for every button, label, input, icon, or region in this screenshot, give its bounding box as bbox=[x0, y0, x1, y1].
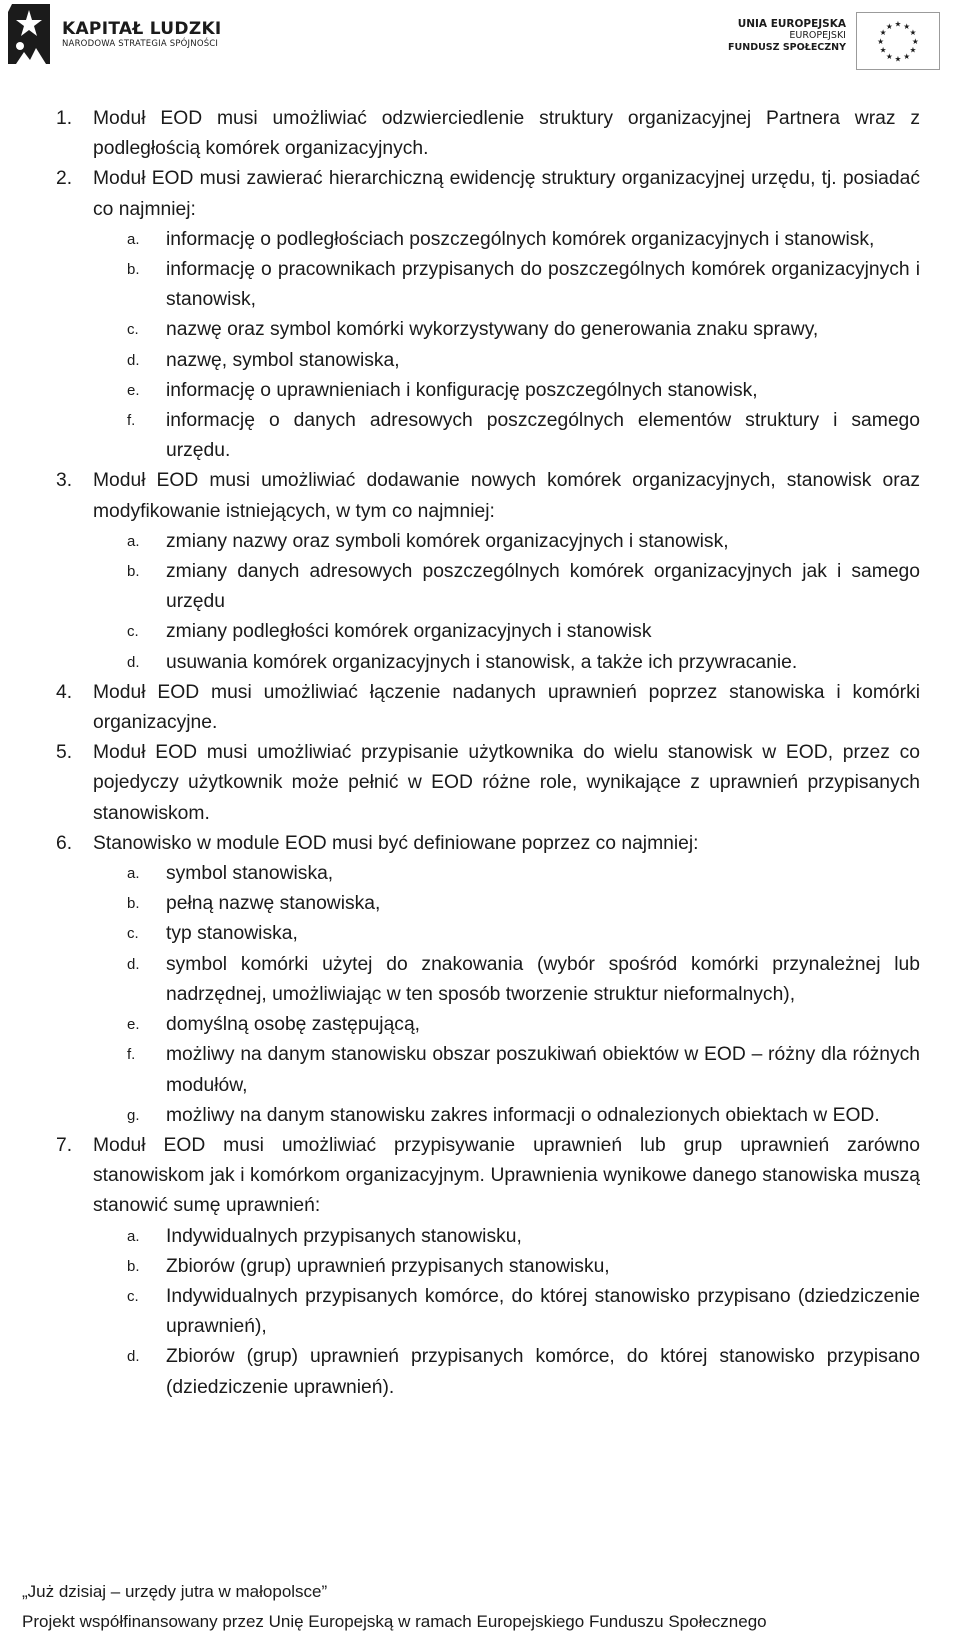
sub-letter: c. bbox=[127, 1287, 139, 1305]
svg-text:★: ★ bbox=[885, 21, 893, 31]
eu-logo bbox=[728, 12, 940, 70]
svg-text:★: ★ bbox=[885, 51, 893, 61]
sub-text: domyślną osobę zastępującą, bbox=[166, 1014, 421, 1036]
sub-letter: b. bbox=[127, 563, 140, 581]
sub-text: nazwę oraz symbol komórki wykorzystywany do generowania znaku sprawy, bbox=[166, 319, 819, 341]
item-number: 6. bbox=[56, 832, 73, 854]
svg-text:★: ★ bbox=[909, 45, 917, 55]
svg-text:★: ★ bbox=[903, 51, 911, 61]
sub-text: zmiany podległości komórek organizacyjnych i stanowisk bbox=[166, 621, 652, 643]
requirements-list bbox=[0, 104, 960, 1403]
sub-text: możliwy na danym stanowisku obszar poszukiwań obiektów w EOD – różny dla różnych modułów, bbox=[166, 1044, 920, 1096]
sub-item bbox=[0, 950, 960, 1010]
sub-text: Indywidualnych przypisanych stanowisku, bbox=[166, 1225, 522, 1247]
item-number: 1. bbox=[56, 108, 73, 129]
list-item bbox=[0, 829, 960, 859]
sub-letter: a. bbox=[127, 230, 140, 248]
page-header bbox=[0, 0, 960, 80]
list-item bbox=[0, 1131, 960, 1222]
sub-text: zmiany nazwy oraz symboli komórek organizacyjnych i stanowisk, bbox=[166, 530, 729, 552]
sub-text: typ stanowiska, bbox=[166, 923, 298, 945]
item-number: 4. bbox=[56, 681, 73, 703]
sub-item bbox=[0, 859, 960, 889]
sub-letter: d. bbox=[127, 955, 140, 973]
item-text: Moduł EOD musi umożliwiać odzwierciedlenie struktury organizacyjnej Partnera wraz z podległością komórek organizacyjnych. bbox=[93, 108, 920, 160]
eu-flag-icon bbox=[856, 12, 940, 70]
sub-item bbox=[0, 255, 960, 315]
item-text: Stanowisko w module EOD musi być definiowane poprzez co najmniej: bbox=[93, 832, 699, 854]
sub-letter: c. bbox=[127, 925, 139, 943]
kapital-ludzki-logo bbox=[6, 2, 222, 66]
item-number: 3. bbox=[56, 470, 73, 492]
item-text: Moduł EOD musi zawierać hierarchiczną ewidencję struktury organizacyjnej urzędu, tj. posiadać co najmniej: bbox=[93, 168, 920, 220]
sub-item bbox=[0, 648, 960, 678]
eu-line-1: UNIA EUROPEJSKA bbox=[737, 18, 846, 30]
list-item bbox=[0, 104, 960, 164]
sub-letter: f. bbox=[127, 1046, 136, 1064]
kapital-ludzki-emblem-icon bbox=[6, 2, 52, 66]
item-text: Moduł EOD musi umożliwiać łączenie nadanych uprawnień poprzez stanowiska i komórki organizacyjne. bbox=[93, 681, 920, 734]
sub-text: informację o podległościach poszczególnych komórek organizacyjnych i stanowisk, bbox=[166, 228, 875, 250]
sub-item bbox=[0, 225, 960, 255]
sub-item bbox=[0, 406, 960, 466]
sub-text: symbol stanowiska, bbox=[166, 863, 334, 885]
sub-text: informację o uprawnieniach i konfigurację poszczególnych stanowisk, bbox=[166, 379, 758, 401]
sub-letter: f. bbox=[127, 412, 136, 430]
sub-letter: d. bbox=[127, 351, 140, 369]
item-text: Moduł EOD musi umożliwiać przypisanie użytkownika do wielu stanowisk w EOD, przez co pojedyczy użytkownik może pełnić w EOD różne role, wynikające z uprawnień przypisanych stanowiskom. bbox=[93, 742, 920, 824]
sub-text: symbol komórki użytej do znakowania (wybór spośród komórki przynależnej lub nadrzędnej, umożliwiając w ten sposób tworzenie struktur nieformalnych), bbox=[166, 953, 920, 1005]
sub-letter: a. bbox=[127, 1227, 140, 1245]
sub-item bbox=[0, 1101, 960, 1131]
sub-letter: a. bbox=[127, 865, 140, 883]
sub-text: informację o danych adresowych poszczególnych elementów struktury i samego urzędu. bbox=[166, 410, 920, 462]
sub-letter: a. bbox=[127, 532, 140, 550]
sub-text: informację o pracownikach przypisanych do poszczególnych komórek organizacyjnych i stanowisk, bbox=[166, 259, 920, 311]
sub-letter: c. bbox=[127, 623, 139, 641]
sub-item bbox=[0, 1010, 960, 1040]
logo-subtitle: NARODOWA STRATEGIA SPÓJNOŚCI bbox=[62, 38, 219, 49]
sub-item bbox=[0, 1252, 960, 1282]
item-text: Moduł EOD musi umożliwiać dodawanie nowych komórek organizacyjnych, stanowisk oraz modyfikowanie istniejących, w tym co najmniej: bbox=[93, 470, 920, 522]
footer-slogan: „Już dzisiaj – urzędy jutra w małopolsce” bbox=[22, 1582, 328, 1601]
sub-text: usuwania komórek organizacyjnych i stanowisk, a także ich przywracanie. bbox=[166, 651, 798, 673]
svg-text:★: ★ bbox=[909, 28, 917, 38]
sub-text: nazwę, symbol stanowiska, bbox=[166, 349, 400, 371]
eu-line-2: EUROPEJSKI bbox=[789, 30, 846, 41]
sub-item bbox=[0, 315, 960, 345]
item-number: 7. bbox=[56, 1134, 73, 1156]
list-item bbox=[0, 466, 960, 526]
sub-letter: e. bbox=[127, 381, 140, 399]
sub-letter: d. bbox=[127, 653, 140, 671]
sub-item bbox=[0, 527, 960, 557]
footer-funding-note: Projekt współfinansowany przez Unię Europejską w ramach Europejskiego Funduszu Społecznego bbox=[22, 1612, 767, 1631]
sub-letter: b. bbox=[127, 1257, 140, 1275]
sub-item bbox=[0, 919, 960, 949]
sub-item bbox=[0, 617, 960, 647]
sub-letter: g. bbox=[127, 1106, 140, 1124]
sub-text: możliwy na danym stanowisku zakres informacji o odnalezionych obiektach w EOD. bbox=[166, 1104, 880, 1126]
svg-text:★: ★ bbox=[879, 28, 887, 38]
item-text: Moduł EOD musi umożliwiać przypisywanie uprawnień lub grup uprawnień zarówno stanowiskom jak i komórkom organizacyjnym. Uprawnienia wynikowe danego stanowiska muszą stanowić sumę uprawnień: bbox=[93, 1134, 920, 1217]
svg-text:★: ★ bbox=[894, 54, 902, 64]
sub-letter: b. bbox=[127, 261, 140, 279]
logo-title: KAPITAŁ LUDZKI bbox=[62, 18, 222, 39]
sub-text: Zbiorów (grup) uprawnień przypisanych stanowisku, bbox=[166, 1255, 610, 1277]
sub-item bbox=[0, 1222, 960, 1252]
sub-item bbox=[0, 889, 960, 919]
sub-item bbox=[0, 346, 960, 376]
svg-text:★: ★ bbox=[911, 36, 919, 46]
list-item bbox=[0, 164, 960, 224]
sub-text: pełną nazwę stanowiska, bbox=[166, 893, 381, 915]
svg-text:★: ★ bbox=[894, 19, 902, 29]
sub-letter: b. bbox=[127, 895, 140, 913]
sub-item bbox=[0, 557, 960, 617]
sub-item bbox=[0, 1040, 960, 1100]
item-number: 2. bbox=[56, 168, 73, 190]
sub-text: zmiany danych adresowych poszczególnych komórek organizacyjnych jak i samego urzędu bbox=[166, 561, 920, 613]
svg-text:★: ★ bbox=[879, 45, 887, 55]
sub-item bbox=[0, 1342, 960, 1402]
list-item bbox=[0, 738, 960, 829]
svg-text:★: ★ bbox=[903, 21, 911, 31]
svg-text:★: ★ bbox=[877, 36, 885, 46]
sub-text: Zbiorów (grup) uprawnień przypisanych komórce, do której stanowisko przypisano (dziedziczenie uprawnień). bbox=[166, 1346, 920, 1398]
sub-letter: d. bbox=[127, 1348, 140, 1366]
item-number: 5. bbox=[56, 742, 73, 764]
eu-line-3: FUNDUSZ SPOŁECZNY bbox=[728, 42, 846, 53]
sub-item bbox=[0, 376, 960, 406]
sub-item bbox=[0, 1282, 960, 1342]
sub-letter: c. bbox=[127, 321, 139, 339]
sub-text: Indywidualnych przypisanych komórce, do której stanowisko przypisano (dziedziczenie uprawnień), bbox=[166, 1285, 920, 1338]
sub-letter: e. bbox=[127, 1016, 140, 1034]
list-item bbox=[0, 678, 960, 738]
